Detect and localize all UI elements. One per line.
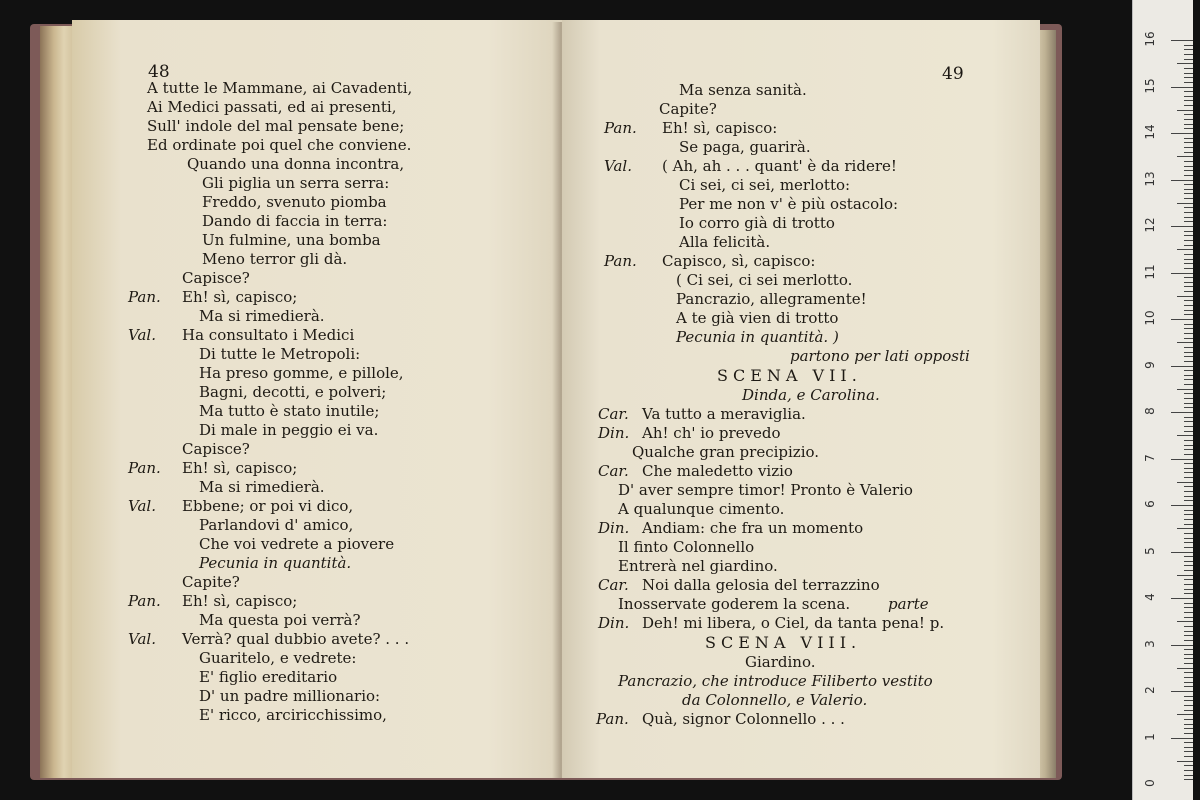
ruler-tick (1184, 440, 1193, 441)
ruler-tick (1184, 607, 1193, 608)
ruler-tick (1184, 468, 1193, 469)
ruler-tick (1184, 747, 1193, 748)
ruler-tick (1184, 626, 1193, 627)
ruler-tick (1171, 598, 1193, 599)
ruler-tick (1184, 175, 1193, 176)
ruler-tick (1184, 375, 1193, 376)
ruler-tick (1184, 91, 1193, 92)
text-line: Meno terror gli dà. (202, 250, 348, 268)
text-line: Un fulmine, una bomba (202, 231, 381, 249)
ruler-tick (1184, 756, 1193, 757)
ruler-tick (1184, 300, 1193, 301)
text-line: Bagni, decotti, e polveri; (199, 383, 387, 401)
ruler-tick (1184, 686, 1193, 687)
ruler-tick (1177, 528, 1193, 529)
ruler-tick (1184, 635, 1193, 636)
ruler-tick (1184, 147, 1193, 148)
text-line: Parlandovi d' amico, (199, 516, 354, 534)
ruler-tick (1177, 575, 1193, 576)
ruler-label: 6 (1143, 500, 1157, 508)
text-line: Ebbene; or poi vi dico, (182, 497, 354, 515)
ruler-label: 2 (1143, 686, 1157, 694)
ruler-tick (1184, 305, 1193, 306)
ruler-tick (1184, 254, 1193, 255)
text-line: Eh! sì, capisco; (182, 459, 298, 477)
ruler-tick (1184, 612, 1193, 613)
ruler-tick (1177, 714, 1193, 715)
ruler-tick (1184, 728, 1193, 729)
ruler-tick (1171, 87, 1193, 88)
ruler-tick (1184, 510, 1193, 511)
ruler-tick (1184, 217, 1193, 218)
ruler-tick (1177, 110, 1193, 111)
ruler-tick (1184, 379, 1193, 380)
text-line: Per me non v' è più ostacolo: (679, 195, 899, 213)
ruler-tick (1184, 663, 1193, 664)
ruler-tick (1171, 319, 1193, 320)
ruler-tick (1184, 751, 1193, 752)
ruler-tick (1171, 738, 1193, 739)
ruler-tick (1184, 286, 1193, 287)
text-line: Capisco, sì, capisco: (662, 252, 816, 270)
ruler-tick (1184, 124, 1193, 125)
scene-heading: SCENA VII. (717, 366, 862, 385)
ruler-tick (1184, 514, 1193, 515)
scene-heading: SCENA VIII. (705, 633, 862, 652)
ruler-tick (1184, 533, 1193, 534)
text-line: Ed ordinate poi quel che conviene. (147, 136, 412, 154)
ruler-tick (1184, 593, 1193, 594)
text-line: Che voi vedrete a piovere (199, 535, 395, 553)
ruler-tick (1184, 282, 1193, 283)
ruler-label: 13 (1143, 170, 1157, 187)
speaker-label: Pan. (128, 592, 161, 610)
ruler-tick (1184, 221, 1193, 222)
ruler-tick (1184, 556, 1193, 557)
ruler-tick (1171, 691, 1193, 692)
ruler-tick (1184, 477, 1193, 478)
ruler-tick (1184, 198, 1193, 199)
ruler-tick (1171, 412, 1193, 413)
text-line: Dando di faccia in terra: (202, 212, 388, 230)
text-line: E' figlio ereditario (199, 668, 338, 686)
ruler-label: 15 (1143, 77, 1157, 94)
speaker-label: Car. (598, 462, 629, 480)
text-line: Qualche gran precipizio. (632, 443, 820, 461)
ruler-tick (1184, 649, 1193, 650)
ruler-tick (1184, 170, 1193, 171)
ruler-tick (1184, 54, 1193, 55)
ruler-tick (1184, 561, 1193, 562)
ruler-tick (1177, 389, 1193, 390)
text-line: Capite? (182, 573, 240, 591)
ruler-label: 0 (1143, 779, 1157, 787)
text-line: Guaritelo, e vedrete: (199, 649, 357, 667)
ruler-tick (1184, 189, 1193, 190)
ruler-tick (1184, 291, 1193, 292)
ruler-tick (1184, 324, 1193, 325)
text-line: Ai Medici passati, ed ai presenti, (147, 98, 397, 116)
text-line: E' ricco, arciricchissimo, (199, 706, 387, 724)
ruler-label: 11 (1143, 263, 1157, 280)
text-line: A te già vien di trotto (676, 309, 839, 327)
speaker-label: Din. (598, 519, 630, 537)
ruler-tick (1184, 310, 1193, 311)
text-line: Giardino. (745, 653, 816, 671)
ruler-tick (1184, 570, 1193, 571)
ruler-tick (1184, 765, 1193, 766)
ruler-tick (1184, 407, 1193, 408)
text-line: Pecunia in quantità. ) (676, 328, 839, 346)
text-line: Capisce? (182, 440, 250, 458)
ruler-tick (1184, 142, 1193, 143)
ruler-tick (1184, 100, 1193, 101)
ruler-tick (1171, 645, 1193, 646)
ruler-tick (1177, 63, 1193, 64)
ruler-tick (1184, 672, 1193, 673)
text-line: Ma tutto è stato inutile; (199, 402, 380, 420)
ruler-tick (1184, 338, 1193, 339)
ruler-label: 7 (1143, 453, 1157, 462)
speaker-label: Din. (598, 424, 630, 442)
ruler-tick (1184, 617, 1193, 618)
ruler-tick (1184, 352, 1193, 353)
ruler-tick (1184, 393, 1193, 394)
ruler-tick (1184, 770, 1193, 771)
ruler-tick (1177, 435, 1193, 436)
text-line: Eh! sì, capisco; (182, 288, 298, 306)
ruler-tick (1184, 579, 1193, 580)
text-line: Entrerà nel giardino. (618, 557, 778, 575)
speaker-label: Car. (598, 576, 629, 594)
ruler-tick (1184, 491, 1193, 492)
scene-characters: Pancrazio, che introduce Filiberto vestito (618, 672, 933, 690)
ruler-tick (1184, 589, 1193, 590)
ruler-tick (1184, 742, 1193, 743)
ruler-tick (1184, 268, 1193, 269)
left-page (72, 20, 562, 778)
ruler-tick (1184, 538, 1193, 539)
ruler-tick (1184, 114, 1193, 115)
ruler-tick (1184, 77, 1193, 78)
speaker-label: Val. (128, 497, 156, 515)
ruler-tick (1184, 640, 1193, 641)
ruler-tick (1184, 161, 1193, 162)
text-line: Se paga, guarirà. (679, 138, 811, 156)
ruler-tick (1184, 658, 1193, 659)
ruler-tick (1184, 565, 1193, 566)
ruler-tick (1184, 263, 1193, 264)
ruler-tick (1184, 105, 1193, 106)
text-line: Ma questa poi verrà? (199, 611, 361, 629)
ruler-tick (1171, 366, 1193, 367)
text-line: Che maledetto vizio (642, 462, 793, 480)
text-line: Sull' indole del mal pensate bene; (147, 117, 405, 135)
ruler-tick (1184, 445, 1193, 446)
ruler-label: 14 (1143, 124, 1157, 140)
ruler-tick (1184, 212, 1193, 213)
text-line: Io corro già di trotto (679, 214, 835, 232)
ruler-tick (1184, 500, 1193, 501)
ruler-tick (1184, 82, 1193, 83)
text-line: Il finto Colonnello (618, 538, 755, 556)
ruler-tick (1184, 152, 1193, 153)
text-line: Ha preso gomme, e pillole, (199, 364, 404, 382)
ruler-tick (1184, 472, 1193, 473)
ruler-tick (1184, 654, 1193, 655)
text-line: ( Ci sei, ci sei merlotto. (676, 271, 853, 289)
ruler-tick (1171, 180, 1193, 181)
page-number: 49 (942, 64, 964, 84)
speaker-label: Car. (598, 405, 629, 423)
ruler-tick (1184, 119, 1193, 120)
ruler-tick (1184, 547, 1193, 548)
ruler-tick (1184, 184, 1193, 185)
ruler-tick (1177, 668, 1193, 669)
text-line: Va tutto a meraviglia. (642, 405, 806, 423)
ruler-tick (1184, 454, 1193, 455)
text-line: A qualunque cimento. (618, 500, 785, 518)
ruler-tick (1184, 356, 1193, 357)
ruler-tick (1177, 621, 1193, 622)
text-line: Pancrazio, allegramente! (676, 290, 867, 308)
ruler-tick (1177, 342, 1193, 343)
ruler-tick (1184, 166, 1193, 167)
ruler-tick (1184, 696, 1193, 697)
ruler-tick (1184, 705, 1193, 706)
ruler-tick (1184, 719, 1193, 720)
text-line: Eh! sì, capisco; (182, 592, 298, 610)
ruler-tick (1184, 710, 1193, 711)
ruler-tick (1184, 370, 1193, 371)
ruler-tick (1184, 45, 1193, 46)
ruler-tick (1184, 724, 1193, 725)
ruler-tick (1184, 398, 1193, 399)
ruler-tick (1184, 775, 1193, 776)
speaker-label: Val. (604, 157, 632, 175)
measuring-ruler (1132, 0, 1193, 800)
ruler-tick (1184, 431, 1193, 432)
ruler-tick (1184, 542, 1193, 543)
scene-characters: da Colonnello, e Valerio. (682, 691, 868, 709)
ruler-tick (1184, 519, 1193, 520)
ruler-tick (1177, 249, 1193, 250)
ruler-tick (1184, 59, 1193, 60)
text-line: Di tutte le Metropoli: (199, 345, 361, 363)
ruler-tick (1184, 235, 1193, 236)
text-line: Ma si rimedierà. (199, 307, 325, 325)
ruler-tick (1184, 603, 1193, 604)
text-line: Alla felicità. (679, 233, 771, 251)
ruler-tick (1184, 347, 1193, 348)
ruler-tick (1171, 505, 1193, 506)
text-line: Noi dalla gelosia del terrazzino (642, 576, 880, 594)
ruler-tick (1184, 631, 1193, 632)
ruler-tick (1184, 733, 1193, 734)
text-line: Quando una donna incontra, (187, 155, 405, 173)
ruler-tick (1184, 73, 1193, 74)
text-line: Ha consultato i Medici (182, 326, 355, 344)
ruler-tick (1184, 245, 1193, 246)
ruler-tick (1184, 677, 1193, 678)
text-line: Ma senza sanità. (679, 81, 807, 99)
ruler-tick (1184, 426, 1193, 427)
text-line: Quà, signor Colonnello . . . (642, 710, 845, 728)
ruler-tick (1171, 273, 1193, 274)
ruler-tick (1184, 779, 1193, 780)
text-line: Pecunia in quantità. (199, 554, 352, 572)
ruler-tick (1184, 277, 1193, 278)
speaker-label: Pan. (128, 459, 161, 477)
stage-direction: partono per lati opposti (790, 347, 970, 365)
right-page (562, 20, 1040, 778)
ruler-tick (1184, 449, 1193, 450)
ruler-tick (1177, 296, 1193, 297)
ruler-tick (1184, 524, 1193, 525)
ruler-tick (1184, 361, 1193, 362)
ruler-tick (1184, 384, 1193, 385)
ruler-tick (1184, 584, 1193, 585)
text-line: Freddo, svenuto piomba (202, 193, 387, 211)
text-line: Gli piglia un serra serra: (202, 174, 390, 192)
ruler-label: 12 (1143, 217, 1157, 233)
ruler-tick (1184, 49, 1193, 50)
ruler-label: 10 (1143, 310, 1157, 326)
speaker-label: Val. (128, 630, 156, 648)
text-line: Inosservate goderem la scena. (618, 595, 851, 613)
ruler-tick (1184, 682, 1193, 683)
text-line: Ma si rimedierà. (199, 478, 325, 496)
ruler-tick (1184, 328, 1193, 329)
ruler-tick (1184, 486, 1193, 487)
ruler-tick (1184, 207, 1193, 208)
text-line: Capite? (659, 100, 717, 118)
ruler-tick (1184, 138, 1193, 139)
ruler-tick (1184, 128, 1193, 129)
ruler-tick (1177, 761, 1193, 762)
text-line: D' aver sempre timor! Pronto è Valerio (618, 481, 913, 499)
ruler-tick (1177, 156, 1193, 157)
ruler-label: 8 (1143, 407, 1157, 415)
ruler-label: 1 (1143, 732, 1157, 741)
ruler-tick (1184, 333, 1193, 334)
ruler-label: 4 (1143, 593, 1157, 601)
text-line: ( Ah, ah . . . quant' è da ridere! (662, 157, 897, 175)
ruler-tick (1184, 314, 1193, 315)
scene-characters: Dinda, e Carolina. (742, 386, 880, 404)
page-number: 48 (148, 62, 170, 82)
text-line: Ci sei, ci sei, merlotto: (679, 176, 851, 194)
ruler-tick (1184, 421, 1193, 422)
ruler-tick (1184, 417, 1193, 418)
ruler-label: 9 (1143, 360, 1157, 369)
ruler-tick (1184, 231, 1193, 232)
ruler-tick (1184, 96, 1193, 97)
ruler-tick (1171, 552, 1193, 553)
ruler-tick (1177, 203, 1193, 204)
speaker-label: Val. (128, 326, 156, 344)
ruler-tick (1184, 496, 1193, 497)
text-line: Verrà? qual dubbio avete? . . . (182, 630, 410, 648)
ruler-tick (1184, 463, 1193, 464)
ruler-label: 3 (1143, 639, 1157, 648)
ruler-tick (1184, 68, 1193, 69)
stage-direction: parte (888, 595, 929, 613)
ruler-tick (1184, 700, 1193, 701)
ruler-tick (1184, 403, 1193, 404)
text-line: Ah! ch' io prevedo (642, 424, 781, 442)
text-line: Eh! sì, capisco: (662, 119, 778, 137)
ruler-tick (1171, 459, 1193, 460)
speaker-label: Din. (598, 614, 630, 632)
ruler-tick (1184, 193, 1193, 194)
ruler-tick (1171, 133, 1193, 134)
speaker-label: Pan. (596, 710, 629, 728)
ruler-tick (1184, 240, 1193, 241)
ruler-tick (1171, 226, 1193, 227)
text-line: Andiam: che fra un momento (642, 519, 864, 537)
speaker-label: Pan. (128, 288, 161, 306)
text-line: Deh! mi libera, o Ciel, da tanta pena! p. (642, 614, 945, 632)
speaker-label: Pan. (604, 119, 637, 137)
ruler-tick (1184, 259, 1193, 260)
text-line: Capisce? (182, 269, 250, 287)
text-line: D' un padre millionario: (199, 687, 381, 705)
text-line: A tutte le Mammane, ai Cavadenti, (147, 79, 413, 97)
text-line: Di male in peggio ei va. (199, 421, 379, 439)
ruler-label: 16 (1143, 31, 1157, 47)
ruler-tick (1171, 40, 1193, 41)
speaker-label: Pan. (604, 252, 637, 270)
ruler-tick (1177, 482, 1193, 483)
ruler-label: 5 (1143, 546, 1157, 555)
